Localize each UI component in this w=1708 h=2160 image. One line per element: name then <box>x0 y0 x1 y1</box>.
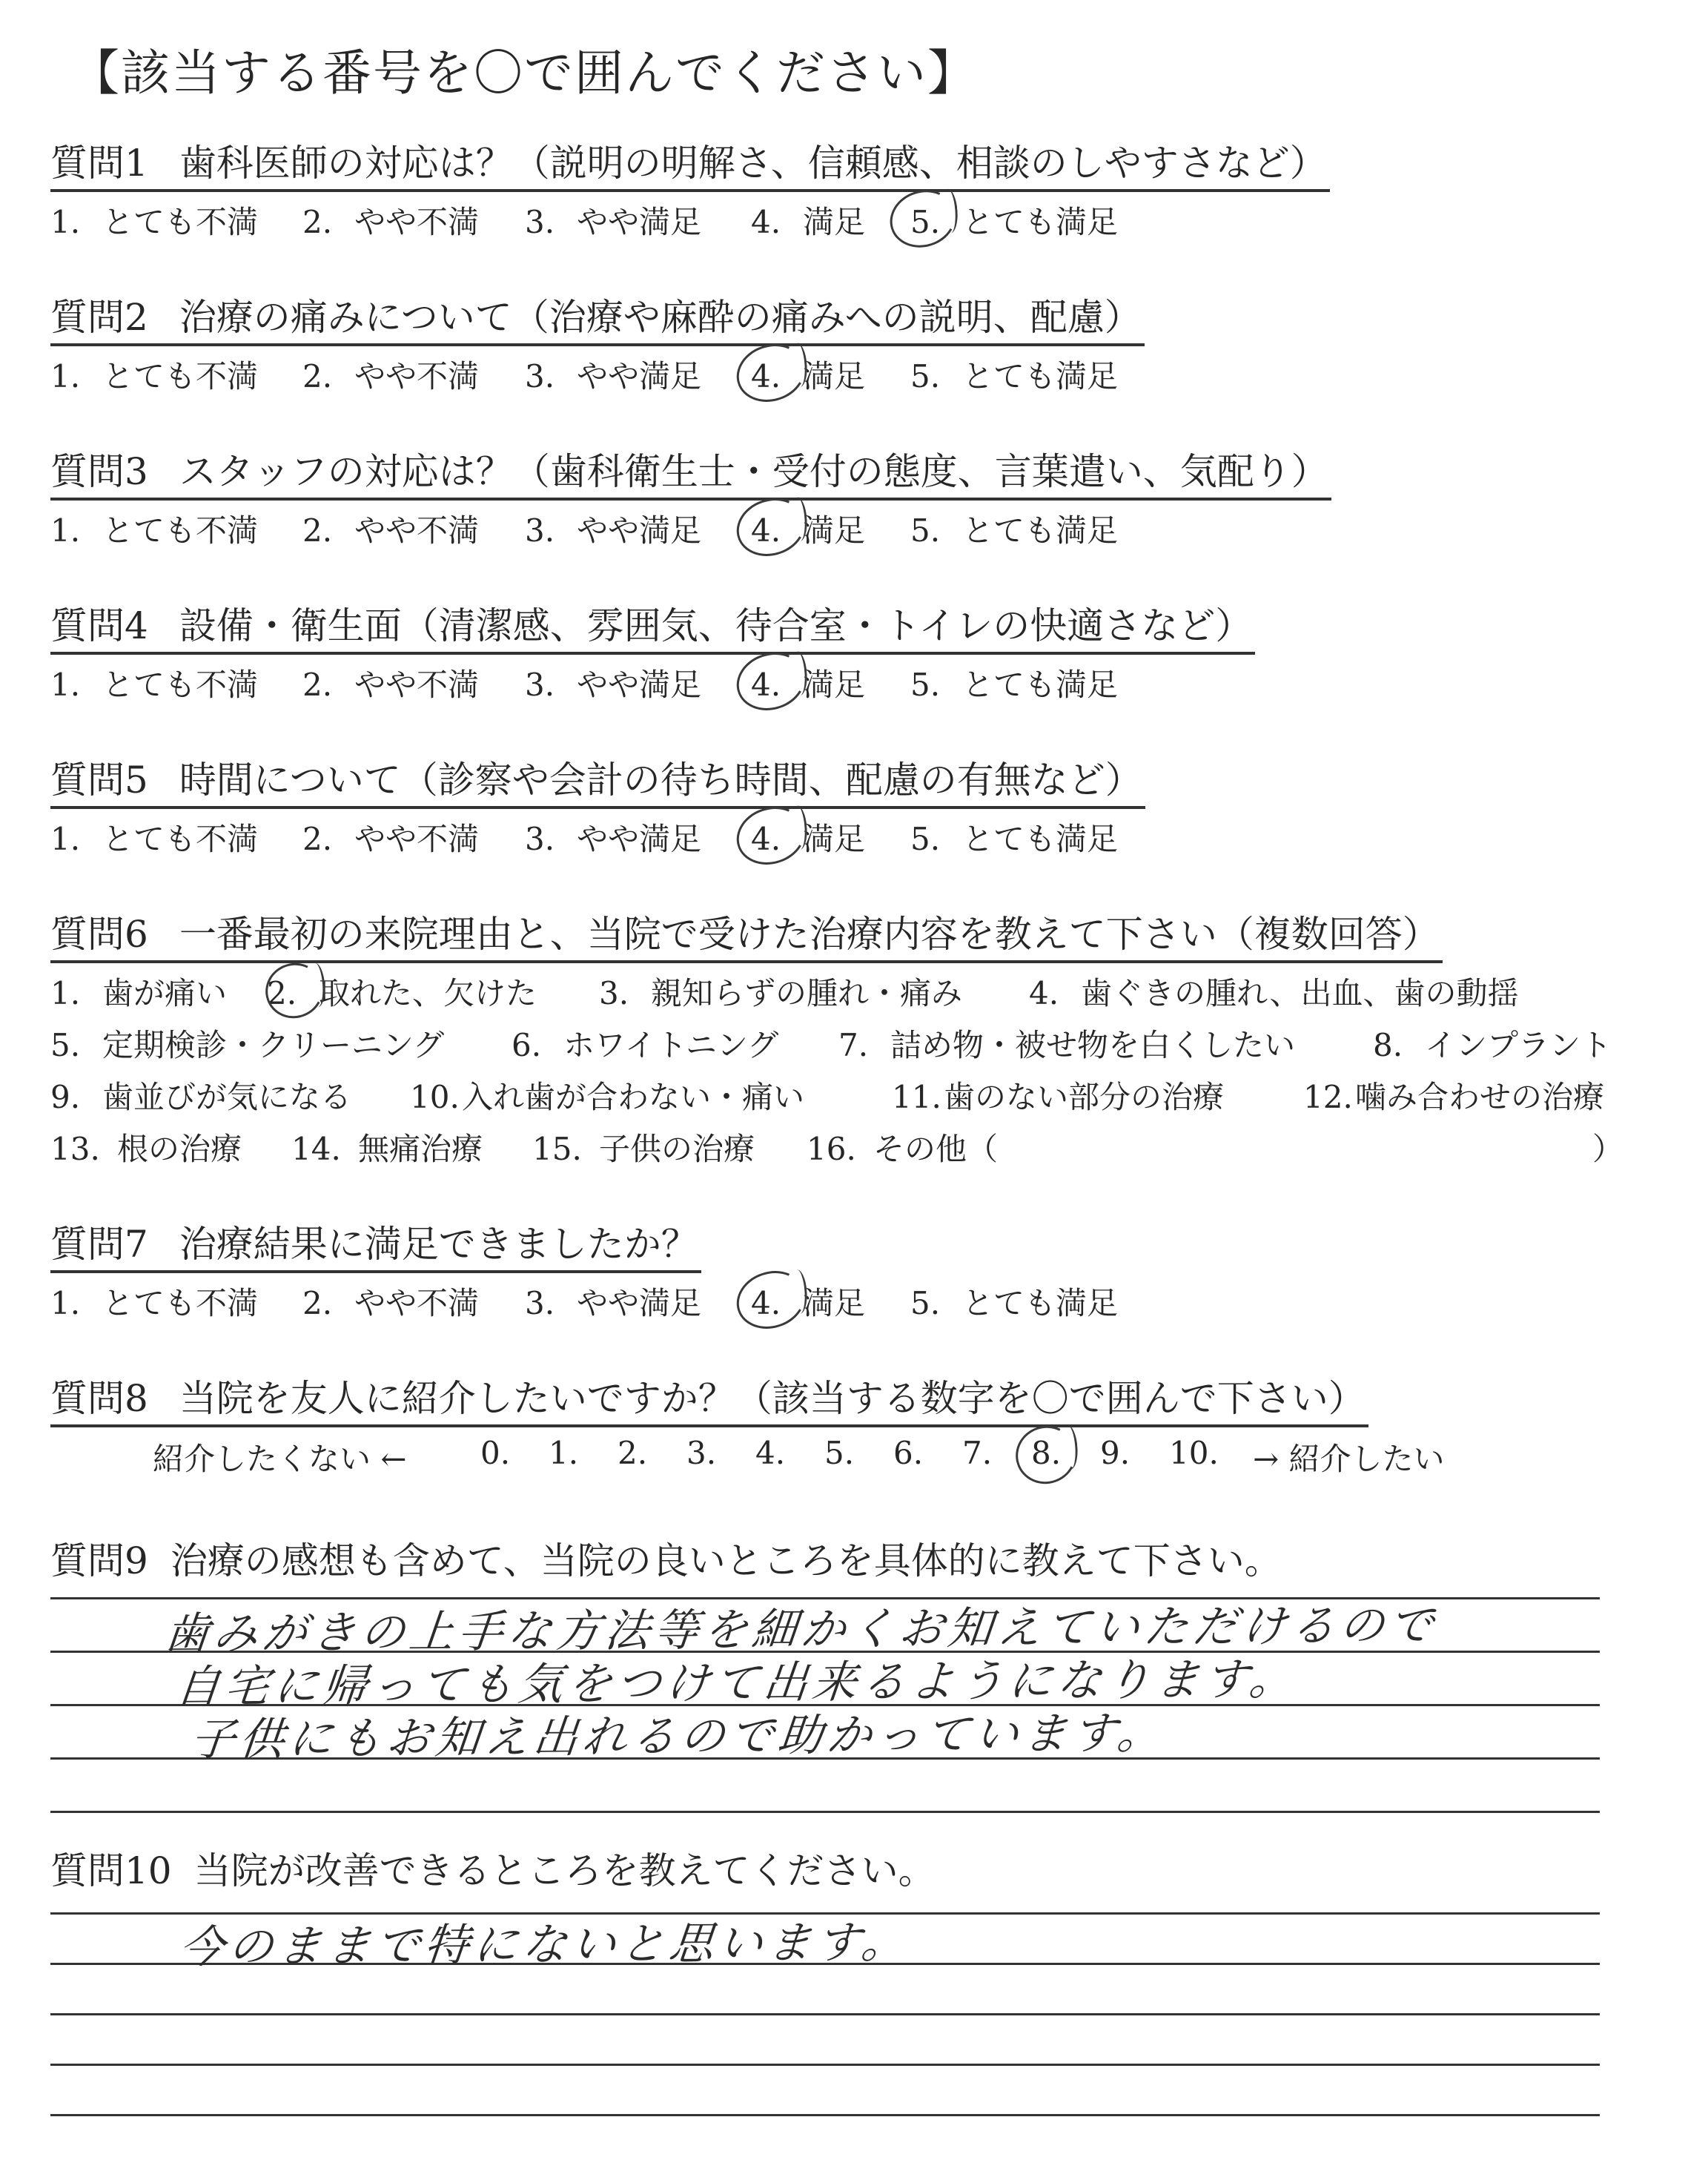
question-title <box>50 1535 1674 1587</box>
question-title <box>50 754 1145 809</box>
scale-value-10[interactable]: 10. <box>1169 1435 1219 1471</box>
selected-circle-mark <box>729 335 813 410</box>
choice-row <box>50 1125 1674 1177</box>
question-number: 質問1 <box>50 142 148 185</box>
option-3[interactable]: 3. やや満足 <box>525 667 702 703</box>
answer-area-q10[interactable] <box>50 1909 1600 2132</box>
writing-line <box>50 2064 1600 2066</box>
choice-3[interactable]: 3. 親知らずの腫れ・痛み <box>599 975 963 1011</box>
question-2 <box>50 291 1674 400</box>
question-title <box>50 1373 1368 1427</box>
option-4[interactable]: 4. 満足 <box>751 1285 866 1321</box>
scale-value-3[interactable]: 3. <box>686 1435 717 1471</box>
option-5[interactable]: 5. とても満足 <box>910 512 1119 549</box>
option-1[interactable]: 1. とても不満 <box>50 821 259 857</box>
scale-left-label: 紹介したくない ← <box>153 1441 407 1477</box>
option-3[interactable]: 3. やや満足 <box>525 821 702 857</box>
choice-5[interactable]: 5. 定期検診・クリーニング <box>50 1027 445 1063</box>
question-text: 一番最初の来院理由と、当院で受けた治療内容を教えて下さい（複数回答） <box>179 913 1440 956</box>
question-number: 質問8 <box>50 1377 148 1420</box>
question-text: 設備・衛生面（清潔感、雰囲気、待合室・トイレの快適さなど） <box>179 604 1253 647</box>
question-1 <box>50 137 1674 245</box>
scale-value-0[interactable]: 0. <box>480 1435 511 1471</box>
choice-13[interactable]: 13. 根の治療 <box>50 1131 242 1167</box>
question-text: 当院が改善できるところを教えてください。 <box>193 1849 936 1892</box>
writing-line <box>50 2013 1600 2015</box>
question-title <box>50 291 1145 346</box>
option-5[interactable]: 5. とても満足 <box>910 358 1119 394</box>
option-1[interactable]: 1. とても不満 <box>50 358 259 394</box>
question-4 <box>50 600 1674 708</box>
question-text: 治療の痛みについて（治療や麻酔の痛みへの説明、配慮） <box>179 296 1142 339</box>
question-title <box>50 137 1330 192</box>
choice-11[interactable]: 11.歯のない部分の治療 <box>892 1079 1225 1115</box>
choice-4[interactable]: 4. 歯ぐきの腫れ、出血、歯の動揺 <box>1029 975 1519 1011</box>
choice-12[interactable]: 12.噛み合わせの治療 <box>1303 1079 1605 1115</box>
answer-area-q9[interactable] <box>50 1594 1600 1817</box>
option-5[interactable]: 5. とても満足 <box>910 1285 1119 1321</box>
question-9 <box>50 1535 1674 1587</box>
page-header: 【該当する番号を〇で囲んでください】 <box>70 44 978 102</box>
question-title <box>50 1845 1674 1897</box>
recommend-scale <box>50 1435 1674 1482</box>
answer-options <box>50 506 1674 554</box>
handwritten-answer-line: 子供にもお知え出れるので助かっています。 <box>188 1707 1169 1766</box>
question-7 <box>50 1218 1674 1327</box>
choice-2[interactable]: 2. 取れた、欠けた <box>267 975 537 1011</box>
question-number: 質問10 <box>50 1849 172 1892</box>
selected-circle-mark <box>729 644 813 719</box>
question-text: 歯科医師の対応は？（説明の明解さ、信頼感、相談のしやすさなど） <box>179 142 1327 185</box>
question-title <box>50 600 1255 655</box>
option-2[interactable]: 2. やや不満 <box>302 358 480 394</box>
choice-row <box>50 1021 1674 1073</box>
question-8 <box>50 1373 1674 1482</box>
question-title <box>50 446 1331 501</box>
writing-line <box>50 2114 1600 2116</box>
scale-value-2[interactable]: 2. <box>618 1435 648 1471</box>
question-text: 治療結果に満足できましたか？ <box>179 1223 698 1266</box>
option-3[interactable]: 3. やや満足 <box>525 1285 702 1321</box>
scale-value-9[interactable]: 9. <box>1100 1435 1131 1471</box>
selected-circle-mark <box>729 489 813 564</box>
selected-circle-mark <box>882 182 963 256</box>
scale-value-4[interactable]: 4. <box>755 1435 786 1471</box>
scale-value-6[interactable]: 6. <box>893 1435 924 1471</box>
selected-circle-mark <box>729 798 813 873</box>
choice-row <box>50 969 1674 1021</box>
question-text: 治療の感想も含めて、当院の良いところを具体的に教えて下さい。 <box>170 1539 1282 1582</box>
selected-circle-mark <box>729 1262 813 1337</box>
option-1[interactable]: 1. とても不満 <box>50 1285 259 1321</box>
question-text: 時間について（診察や会計の待ち時間、配慮の有無など） <box>179 759 1142 802</box>
question-10 <box>50 1845 1674 1897</box>
question-number: 質問6 <box>50 913 148 956</box>
scale-value-5[interactable]: 5. <box>824 1435 855 1471</box>
answer-options <box>50 815 1674 862</box>
option-3[interactable]: 3. やや満足 <box>525 358 702 394</box>
scale-value-1[interactable]: 1. <box>549 1435 579 1471</box>
question-title <box>50 908 1443 963</box>
scale-value-8[interactable]: 8. <box>1031 1435 1062 1471</box>
option-2[interactable]: 2. やや不満 <box>302 667 480 703</box>
question-3 <box>50 446 1674 554</box>
handwritten-answer-line: 今のままで特にないと思います。 <box>176 1916 913 1974</box>
option-2[interactable]: 2. やや不満 <box>302 1285 480 1321</box>
handwritten-answer-line: 歯みがきの上手な方法等を細かくお知えていただけるので <box>162 1599 1440 1660</box>
question-number: 質問2 <box>50 296 148 339</box>
scale-right-label: → 紹介したい <box>1253 1441 1445 1477</box>
question-number: 質問4 <box>50 604 148 647</box>
option-1[interactable]: 1. とても不満 <box>50 667 259 703</box>
choice-9[interactable]: 9. 歯並びが気になる <box>50 1079 352 1115</box>
question-6 <box>50 908 1674 1177</box>
choice-10[interactable]: 10.入れ歯が合わない・痛い <box>410 1079 805 1115</box>
choice-1[interactable]: 1. 歯が痛い <box>50 975 228 1011</box>
choice-15[interactable]: 15. 子供の治療 <box>532 1131 755 1167</box>
answer-options <box>50 198 1674 245</box>
option-1[interactable]: 1. とても不満 <box>50 512 259 549</box>
question-text: スタッフの対応は？（歯科衛生士・受付の態度、言葉遣い、気配り） <box>179 450 1328 493</box>
choice-row <box>50 1073 1674 1125</box>
choice-14[interactable]: 14. 無痛治療 <box>291 1131 483 1167</box>
other-close-paren: ） <box>1592 1131 1624 1167</box>
question-number: 質問3 <box>50 450 148 493</box>
multi-choice-list <box>50 969 1674 1177</box>
selected-circle-mark <box>258 956 330 1025</box>
scale-value-7[interactable]: 7. <box>962 1435 993 1471</box>
option-5[interactable]: 5. とても満足 <box>910 204 1119 240</box>
question-number: 質問9 <box>50 1539 148 1582</box>
option-4[interactable]: 4. 満足 <box>751 204 866 240</box>
option-4[interactable]: 4. 満足 <box>751 821 866 857</box>
option-1[interactable]: 1. とても不満 <box>50 204 259 240</box>
choice-7[interactable]: 7. 詰め物・被せ物を白くしたい <box>838 1027 1296 1063</box>
question-number: 質問7 <box>50 1223 148 1266</box>
option-3[interactable]: 3. やや満足 <box>525 204 702 240</box>
option-2[interactable]: 2. やや不満 <box>302 821 480 857</box>
question-title <box>50 1218 701 1273</box>
writing-line <box>50 1811 1600 1813</box>
option-5[interactable]: 5. とても満足 <box>910 667 1119 703</box>
option-2[interactable]: 2. やや不満 <box>302 204 480 240</box>
question-5 <box>50 754 1674 862</box>
option-4[interactable]: 4. 満足 <box>751 512 866 549</box>
selected-circle-mark <box>1008 1418 1084 1492</box>
option-3[interactable]: 3. やや満足 <box>525 512 702 549</box>
choice-6[interactable]: 6. ホワイトニング <box>512 1027 779 1063</box>
choice-8[interactable]: 8. インプラント <box>1373 1027 1612 1063</box>
answer-options <box>50 661 1674 708</box>
answer-options <box>50 1279 1674 1327</box>
option-4[interactable]: 4. 満足 <box>751 358 866 394</box>
choice-16-other[interactable]: 16. その他（ <box>807 1131 999 1167</box>
option-5[interactable]: 5. とても満足 <box>910 821 1119 857</box>
question-text: 当院を友人に紹介したいですか？（該当する数字を〇で囲んで下さい） <box>179 1377 1366 1420</box>
handwritten-answer-line: 自宅に帰っても気をつけて出来るようになります。 <box>173 1653 1301 1714</box>
option-4[interactable]: 4. 満足 <box>751 667 866 703</box>
answer-options <box>50 352 1674 400</box>
question-number: 質問5 <box>50 759 148 802</box>
option-2[interactable]: 2. やや不満 <box>302 512 480 549</box>
